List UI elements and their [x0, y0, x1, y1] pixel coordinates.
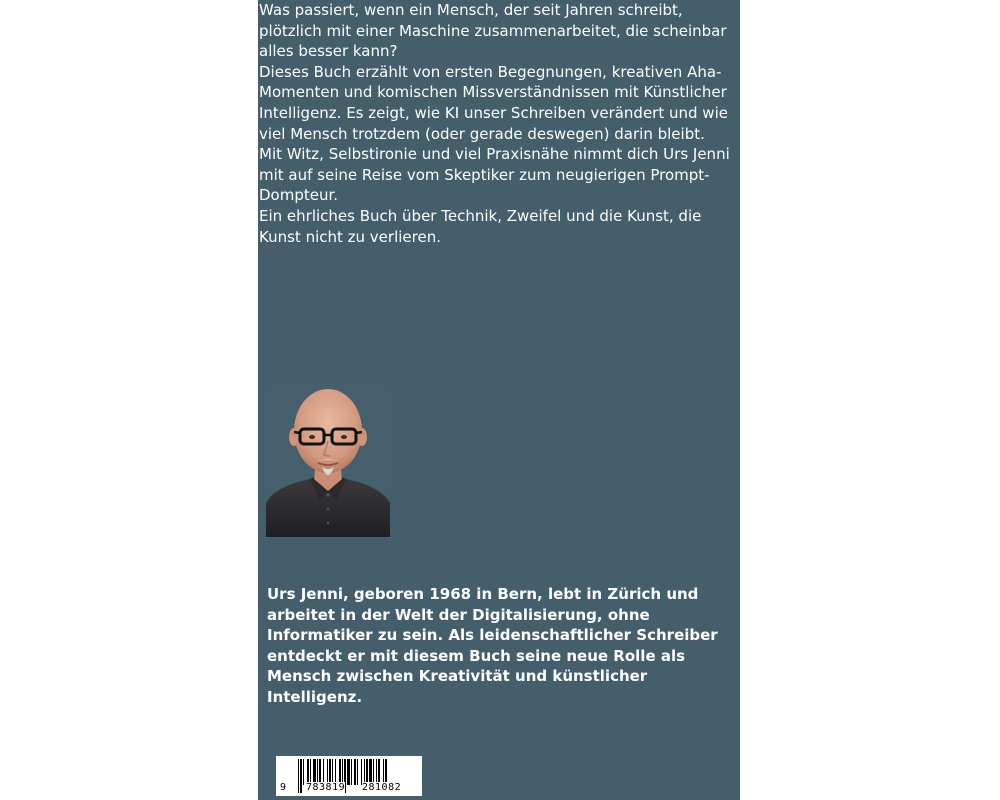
barcode-lead-digit: 9 — [280, 782, 287, 793]
barcode-digits — [276, 781, 422, 793]
author-bio: Urs Jenni, geboren 1968 in Bern, lebt in Zürich und arbeitet in der Welt der Digitalisierung, ohne Informatiker zu sein. Als leidenschaftlicher Schreiber entdeckt er mit diesem Buch seine neue Rolle als Mensch zwischen Kreativität und künstlicher Intelligenz. — [267, 585, 718, 706]
barcode-right-digits: 281082 — [362, 782, 402, 793]
author-portrait — [266, 385, 390, 537]
blurb-paragraph: Ein ehrliches Buch über Technik, Zweifel und die Kunst, die Kunst nicht zu verlieren. — [259, 206, 702, 246]
blurb-paragraph: Dieses Buch erzählt von ersten Begegnungen, kreativen Aha- Momenten und komischen Missverständnissen mit Künstlicher Intelligenz. Es zeigt, wie KI unser Schreiben verändert und wie viel Mensch trotzdem (oder gerade deswegen) darin bleibt. — [259, 62, 728, 143]
barcode-left-digits: 783819 — [306, 782, 346, 793]
blurb-paragraph: Mit Witz, Selbstironie und viel Praxisnähe nimmt dich Urs Jenni mit auf seine Reise vom Skeptiker zum neugierigen Prompt-Dompteur. — [259, 145, 730, 205]
blurb-text — [259, 0, 737, 247]
isbn-barcode — [276, 756, 422, 796]
blurb-paragraph: Was passiert, wenn ein Mensch, der seit Jahren schreibt, plötzlich mit einer Maschine zusammenarbeitet, die scheinbar alles besser kann? — [259, 1, 727, 61]
book-back-cover — [258, 0, 740, 800]
author-photo-illustration — [266, 385, 390, 537]
